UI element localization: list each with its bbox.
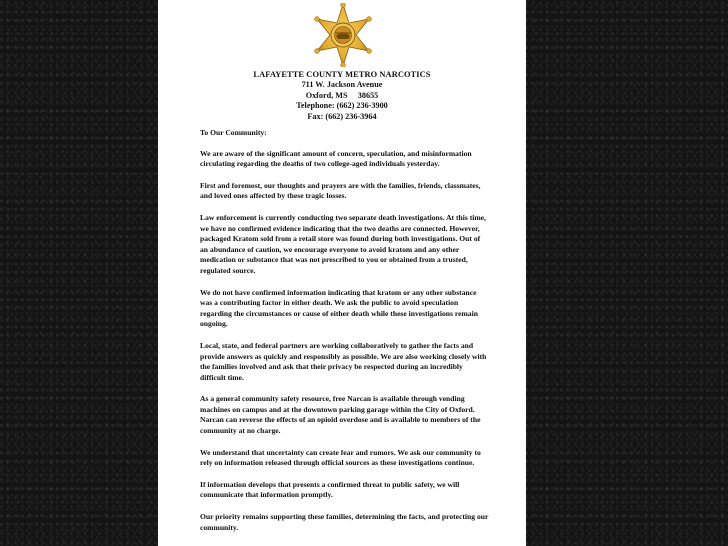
paragraph-7: We understand that uncertainty can create fear and rumors. We ask our community to rely on information released through official sources as these investigations continue.: [200, 447, 481, 468]
fax-number: Fax: (662) 236-3964: [307, 111, 377, 121]
paragraph-1: We are aware of the significant amount of concern, speculation, and misinformation circulating regarding the deaths of two college-aged individuals yesterday.: [200, 148, 472, 169]
paragraph-9: Our priority remains supporting these families, determining the facts, and protecting our community.: [200, 512, 489, 532]
sheriff-star-badge-icon: [314, 3, 372, 67]
paragraph-4: We do not have confirmed information indicating that kratom or any other substance was a contributing factor in either death. We ask the public to avoid speculation regarding the circumstances or cause of either death while these investigations remain ongoing.: [200, 287, 478, 329]
agency-name: LAFAYETTE COUNTY METRO NARCOTICS: [253, 70, 431, 79]
salutation: To Our Community:: [200, 128, 267, 137]
city-state-zip: Oxford, MS 38655: [305, 90, 379, 100]
letter-page: [158, 0, 526, 546]
telephone-number: Telephone: (662) 236-3900: [296, 101, 388, 111]
street-address: 711 W. Jackson Avenue: [301, 80, 383, 90]
paragraph-6: As a general community safety resource, free Narcan is available through vending machines on campus and at the downtown parking garage within the City of Oxford. Narcan can reverse the effects of an opioid overdose and is available to members of the community at no charge.: [200, 394, 481, 436]
dark-background-left: [0, 0, 158, 546]
dark-background-right: [526, 0, 728, 546]
paragraph-2: First and foremost, our thoughts and prayers are with the families, friends, classmates, and loved ones affected by these tragic losses.: [200, 180, 481, 201]
paragraph-3: Law enforcement is currently conducting two separate death investigations. At this time, we have no confirmed evidence indicating that the two deaths are connected. However, packaged Kratom sold from a retail store was found during both investigations. Out of an abundance of caution, we encourage everyone to avoid kratom and any other medication or substance that was not prescribed to you or obtained from a trusted, regulated source.: [200, 212, 486, 275]
paragraph-8: If information develops that presents a confirmed threat to public safety, we will communicate that information promptly.: [200, 479, 460, 500]
letterhead: [158, 70, 526, 122]
letter-body: [200, 128, 490, 544]
paragraph-5: Local, state, and federal partners are working collaboratively to gather the facts and provide answers as quickly and responsibly as possible. We are also working closely with the families involved and ask that their privacy be respected during an incredibly difficult time.: [200, 340, 487, 382]
